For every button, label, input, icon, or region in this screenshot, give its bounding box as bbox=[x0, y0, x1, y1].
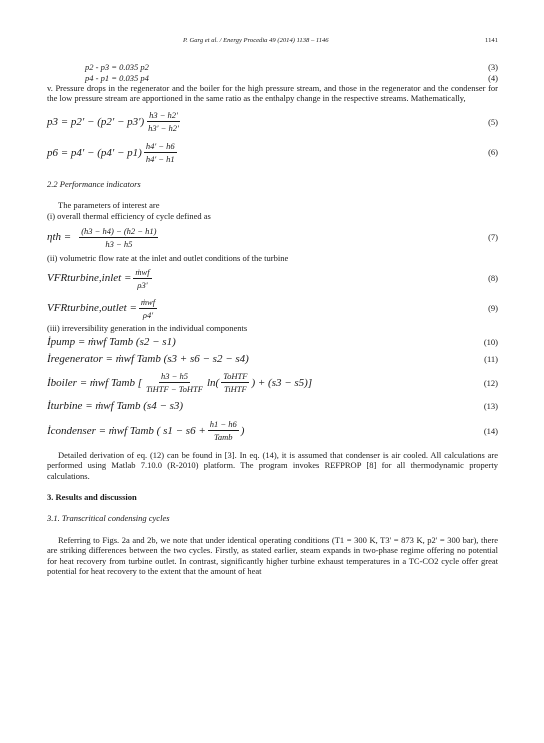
equation-8-lhs: VFRturbine,inlet = bbox=[47, 272, 132, 285]
results-paragraph: Referring to Figs. 2a and 2b, we note that under identical operating conditions (T1 = 300 K, T3' = 873 K, p2' = 300 bar), there are striking differences between the two cycles. Firstly, as stated earlier, steam expands in two-phase regime offering no potential for heat recovery from turbine outlet. In contrast, significantly higher turbine exhaust temperatures in a TC-CO2 cycle offer great potential for heat recovery to the extent that the amount of heat bbox=[47, 534, 498, 577]
equation-7-denominator: h3 − h5 bbox=[105, 238, 133, 249]
equation-7 bbox=[47, 221, 498, 253]
equation-12-denominator-2: TiHTF bbox=[223, 384, 247, 395]
section-3-1-heading: 3.1. Transcritical condensing cycles bbox=[47, 513, 170, 524]
equation-11-text: İregenerator = ṁwf Tamb (s3 + s6 − s2 − s4) bbox=[47, 353, 249, 366]
section-2-2-heading: 2.2 Performance indicators bbox=[47, 178, 141, 189]
equation-14 bbox=[47, 415, 498, 447]
running-title: P. Garg et al. / Energy Procedia 49 (2014) 1138 – 1146 bbox=[183, 37, 329, 44]
equation-9-lhs: VFRturbine,outlet = bbox=[47, 302, 137, 315]
section-3-heading: 3. Results and discussion bbox=[47, 492, 137, 503]
equation-14-denominator: Tamb bbox=[213, 432, 233, 443]
equation-12-post: ) + (s3 − s5)] bbox=[251, 376, 313, 389]
equation-4-number: (4) bbox=[488, 72, 498, 83]
equation-8-number: (8) bbox=[488, 273, 498, 284]
equation-12-denominator-1: TiHTF − ToHTF bbox=[146, 384, 203, 395]
equation-3-number: (3) bbox=[488, 62, 498, 72]
equation-14-post: ) bbox=[240, 424, 245, 437]
equation-5-number: (5) bbox=[488, 116, 498, 127]
equation-7-number: (7) bbox=[488, 232, 498, 243]
equation-5 bbox=[47, 108, 498, 136]
equation-9-numerator: ṁwf bbox=[140, 296, 156, 307]
equation-14-pre: İcondenser = ṁwf Tamb ( s1 − s6 + bbox=[47, 424, 206, 437]
equation-6-numerator: h4' − h6 bbox=[145, 141, 175, 152]
equation-5-numerator: h3 − h2' bbox=[149, 110, 178, 121]
equation-12-number: (12) bbox=[483, 377, 498, 388]
equation-12-pre: İboiler = ṁwf Tamb [ bbox=[47, 376, 143, 389]
pressure-drops-paragraph: v. Pressure drops in the regenerator and the boiler for the high pressure stream, and those in the regenerator and the condenser for the low pressure stream are apportioned in the same ratio as the enthalpy change in the respective streams. Mathematically, bbox=[47, 83, 498, 104]
equation-9-denominator: ρ4' bbox=[142, 309, 154, 320]
equation-12-numerator-1: h3 − h5 bbox=[160, 371, 188, 382]
page-content bbox=[47, 62, 498, 577]
equation-6-number: (6) bbox=[488, 146, 498, 157]
equation-12 bbox=[47, 368, 498, 398]
item-i: (i) overall thermal efficiency of cycle defined as bbox=[47, 210, 211, 221]
derivation-paragraph: Detailed derivation of eq. (12) can be found in [3]. In eq. (14), it is assumed that condenser is air cooled. All calculations are performed using Matlab 7.10.0 (R-2010) platform. The program invokes REFPROP [8] for all thermodynamic property calculations. bbox=[47, 449, 498, 481]
equation-9-number: (9) bbox=[488, 303, 498, 314]
equation-6-fraction bbox=[144, 140, 177, 165]
item-iii: (iii) irreversibility generation in the individual components bbox=[47, 323, 248, 334]
equation-3 bbox=[47, 62, 498, 73]
equation-3-text: p2 - p3 = 0.035 p2 bbox=[85, 62, 149, 72]
equation-5-lhs: p3 = p2' − (p2' − p3') bbox=[47, 115, 145, 128]
equation-12-mid: ln( bbox=[206, 376, 220, 389]
equation-8-fraction bbox=[133, 266, 151, 291]
equation-14-number: (14) bbox=[483, 425, 498, 436]
equation-12-fraction-1 bbox=[144, 370, 205, 395]
equation-10-number: (10) bbox=[483, 336, 498, 347]
equation-5-denominator: h3' − h2' bbox=[148, 123, 179, 134]
equation-6-denominator: h4' − h1 bbox=[145, 154, 175, 165]
equation-4 bbox=[47, 73, 498, 84]
equation-6-lhs: p6 = p4' − (p4' − p1) bbox=[47, 146, 142, 159]
equation-7-numerator: (h3 − h4) − (h2 − h1) bbox=[81, 225, 157, 236]
equation-11-number: (11) bbox=[484, 353, 498, 364]
equation-9 bbox=[47, 293, 498, 323]
equation-11 bbox=[47, 351, 498, 368]
parameters-intro: The parameters of interest are bbox=[58, 200, 160, 211]
equation-5-fraction bbox=[146, 109, 181, 134]
equation-13 bbox=[47, 398, 498, 415]
equation-10 bbox=[47, 334, 498, 351]
equation-10-text: İpump = ṁwf Tamb (s2 − s1) bbox=[47, 336, 176, 349]
page-number: 1141 bbox=[485, 37, 498, 44]
equation-6 bbox=[47, 138, 498, 168]
equation-12-numerator-2: ToHTF bbox=[223, 371, 248, 382]
equation-13-text: İturbine = ṁwf Tamb (s4 − s3) bbox=[47, 400, 184, 413]
equation-7-fraction bbox=[79, 225, 158, 250]
equation-12-fraction-2 bbox=[221, 370, 249, 395]
equation-14-fraction bbox=[208, 418, 239, 443]
equation-7-lhs: ηth = bbox=[47, 230, 72, 243]
equation-9-fraction bbox=[139, 296, 157, 321]
item-ii: (ii) volumetric flow rate at the inlet and outlet conditions of the turbine bbox=[47, 253, 289, 264]
equation-8 bbox=[47, 263, 498, 293]
equation-14-numerator: h1 − h6 bbox=[209, 419, 237, 430]
equation-13-number: (13) bbox=[483, 400, 498, 411]
equation-4-text: p4 - p1 = 0.035 p4 bbox=[85, 72, 149, 83]
equation-8-denominator: ρ3' bbox=[137, 279, 148, 290]
equation-8-numerator: ṁwf bbox=[135, 266, 150, 277]
